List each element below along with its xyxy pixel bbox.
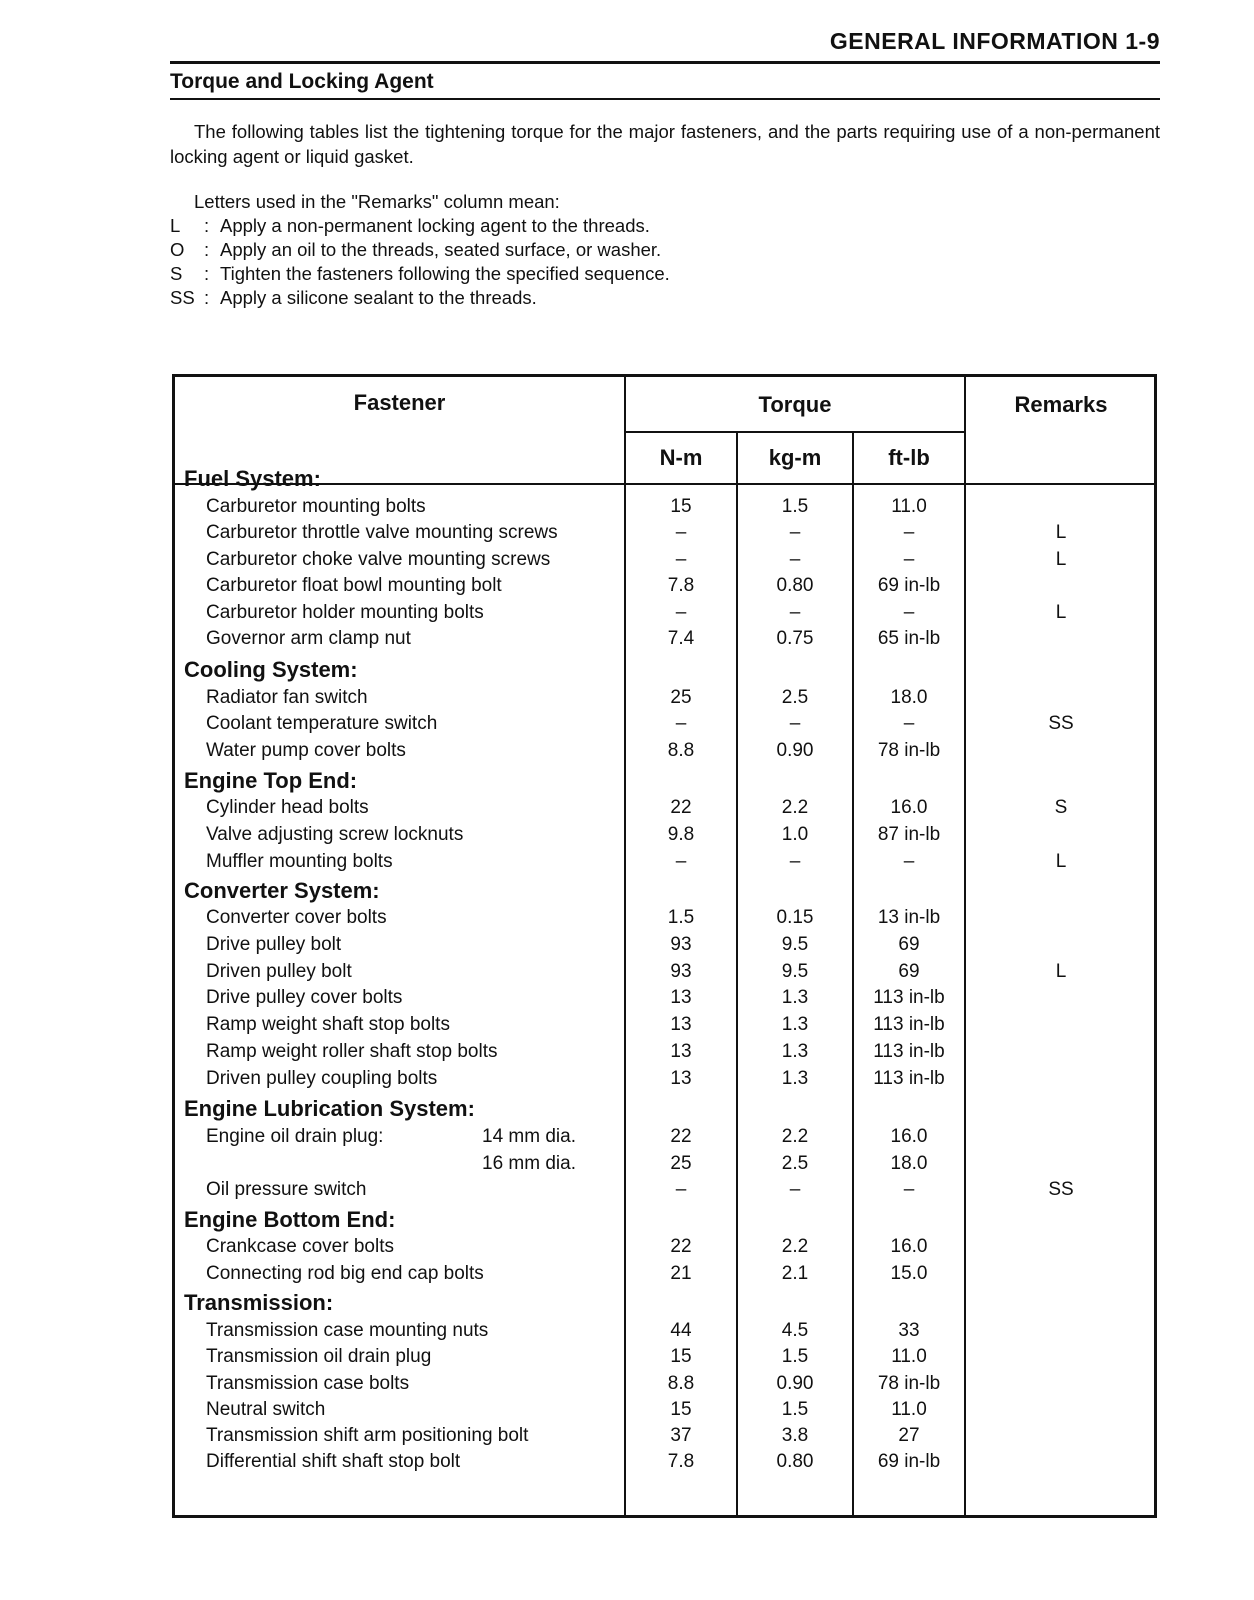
- fastener-name: Cylinder head bolts: [206, 797, 369, 818]
- header-torque: Torque: [758, 392, 832, 417]
- section-label: Engine Top End:: [184, 768, 358, 793]
- torque-ftlb: 113 in-lb: [873, 1041, 945, 1062]
- header-rule: [170, 61, 1160, 64]
- section-title: Torque and Locking Agent: [170, 70, 434, 93]
- legend-item: [170, 238, 661, 262]
- legend-colon: :: [204, 239, 210, 260]
- torque-kgm: 0.75: [776, 628, 814, 649]
- fastener-name: Transmission oil drain plug: [206, 1346, 432, 1367]
- legend-colon: :: [204, 215, 210, 236]
- section-row: [175, 767, 1154, 795]
- table-row: [175, 685, 1154, 711]
- fastener-name: Carburetor throttle valve mounting screws: [206, 522, 558, 543]
- torque-kgm: 0.90: [776, 1373, 814, 1394]
- torque-kgm: 0.80: [776, 1451, 814, 1472]
- fastener-name: Carburetor choke valve mounting screws: [206, 549, 551, 570]
- header-fastener: Fastener: [353, 390, 446, 415]
- remarks-code: L: [1055, 522, 1067, 543]
- torque-nm: 8.8: [667, 740, 695, 761]
- torque-kgm: –: [789, 549, 801, 570]
- legend-text: Tighten the fasteners following the specified sequence.: [220, 263, 670, 284]
- torque-ftlb: 69: [898, 961, 920, 982]
- torque-kgm: 0.15: [776, 907, 814, 928]
- header-nm: N-m: [659, 445, 703, 470]
- table-row: [175, 849, 1154, 875]
- torque-kgm: 2.5: [781, 687, 809, 708]
- torque-nm: 8.8: [667, 1373, 695, 1394]
- torque-nm: –: [675, 851, 687, 872]
- page-header: GENERAL INFORMATION 1-9: [829, 28, 1160, 54]
- torque-ftlb: 16.0: [890, 1126, 928, 1147]
- torque-nm: 15: [670, 1399, 692, 1420]
- torque-nm: 9.8: [667, 824, 695, 845]
- remarks-code: S: [1054, 797, 1068, 818]
- remarks-code: L: [1055, 851, 1067, 872]
- torque-nm: 13: [670, 1041, 692, 1062]
- fastener-name: Connecting rod big end cap bolts: [206, 1263, 484, 1284]
- table-row: [175, 520, 1154, 546]
- torque-nm: 25: [670, 1153, 692, 1174]
- fastener-name: Ramp weight shaft stop bolts: [206, 1014, 450, 1035]
- torque-kgm: –: [789, 1179, 801, 1200]
- torque-kgm: 1.5: [781, 1399, 809, 1420]
- legend-item: [170, 286, 537, 310]
- fastener-name: Carburetor float bowl mounting bolt: [206, 575, 502, 596]
- remarks-code: L: [1055, 961, 1067, 982]
- torque-kgm: 2.2: [781, 1236, 809, 1257]
- torque-ftlb: 11.0: [891, 1399, 927, 1420]
- torque-ftlb: 11.0: [891, 496, 927, 517]
- legend-text: Apply a silicone sealant to the threads.: [220, 287, 537, 308]
- torque-kgm: 1.0: [781, 824, 809, 845]
- fastener-name: Ramp weight roller shaft stop bolts: [206, 1041, 498, 1062]
- torque-nm: –: [675, 522, 687, 543]
- section-label: Fuel System:: [184, 466, 321, 491]
- torque-ftlb: 18.0: [890, 1153, 928, 1174]
- torque-kgm: 1.5: [781, 1346, 809, 1367]
- torque-ftlb: 69 in-lb: [877, 575, 941, 596]
- torque-ftlb: 69: [898, 934, 920, 955]
- table-row: [175, 1234, 1154, 1260]
- torque-nm: –: [675, 713, 687, 734]
- table-row: [175, 822, 1154, 848]
- section-label: Cooling System:: [184, 657, 358, 682]
- torque-ftlb: 15.0: [890, 1263, 928, 1284]
- torque-nm: 22: [670, 1126, 692, 1147]
- legend-colon: :: [204, 287, 210, 308]
- torque-nm: 25: [670, 687, 692, 708]
- section-label: Engine Bottom End:: [184, 1207, 396, 1232]
- table-row: [175, 905, 1154, 931]
- table-row: [175, 1151, 1154, 1177]
- fastener-name: Carburetor mounting bolts: [206, 496, 426, 517]
- torque-nm: 13: [670, 1068, 692, 1089]
- torque-ftlb: –: [903, 713, 915, 734]
- table-row: [175, 626, 1154, 652]
- torque-nm: 1.5: [667, 907, 695, 928]
- header-divider: [624, 431, 966, 433]
- legend-item: [170, 262, 670, 286]
- torque-nm: 22: [670, 797, 692, 818]
- section-label: Transmission:: [184, 1290, 334, 1315]
- table-row: [175, 985, 1154, 1011]
- torque-ftlb: –: [903, 1179, 915, 1200]
- torque-kgm: 1.3: [781, 987, 809, 1008]
- torque-nm: 22: [670, 1236, 692, 1257]
- torque-kgm: 2.2: [781, 797, 809, 818]
- section-row: [175, 877, 1154, 905]
- table-row: [175, 1039, 1154, 1065]
- torque-kgm: 0.90: [776, 740, 814, 761]
- torque-ftlb: 65 in-lb: [877, 628, 941, 649]
- legend-text: Apply a non-permanent locking agent to the threads.: [220, 215, 650, 236]
- fastener-name: Oil pressure switch: [206, 1179, 367, 1200]
- torque-ftlb: 113 in-lb: [873, 1014, 945, 1035]
- torque-ftlb: 69 in-lb: [877, 1451, 941, 1472]
- torque-kgm: –: [789, 851, 801, 872]
- torque-kgm: –: [789, 602, 801, 623]
- torque-nm: 93: [670, 934, 692, 955]
- fastener-name: Crankcase cover bolts: [206, 1236, 394, 1257]
- table-row: [175, 711, 1154, 737]
- header-kgm: kg-m: [768, 445, 822, 470]
- fastener-name: Valve adjusting screw locknuts: [206, 824, 464, 845]
- torque-nm: –: [675, 602, 687, 623]
- table-row: [175, 1449, 1154, 1475]
- fastener-name: Transmission shift arm positioning bolt: [206, 1425, 529, 1446]
- torque-ftlb: 18.0: [890, 687, 928, 708]
- torque-ftlb: –: [903, 549, 915, 570]
- table-row: [175, 547, 1154, 573]
- torque-kgm: 2.2: [781, 1126, 809, 1147]
- torque-nm: –: [675, 549, 687, 570]
- torque-kgm: –: [789, 713, 801, 734]
- legend-intro: Letters used in the "Remarks" column mean:: [194, 191, 560, 212]
- remarks-code: L: [1055, 602, 1067, 623]
- fastener-name: Muffler mounting bolts: [206, 851, 393, 872]
- table-row: [175, 1318, 1154, 1344]
- torque-nm: 37: [670, 1425, 692, 1446]
- legend-code: S: [170, 263, 183, 284]
- torque-nm: 21: [670, 1263, 692, 1284]
- torque-kgm: 4.5: [781, 1320, 809, 1341]
- legend-text: Apply an oil to the threads, seated surface, or washer.: [220, 239, 662, 260]
- torque-ftlb: 16.0: [890, 797, 928, 818]
- fastener-size: 14 mm dia.: [482, 1126, 576, 1147]
- table-row: [175, 1371, 1154, 1397]
- section-row: [175, 1206, 1154, 1234]
- torque-kgm: 1.3: [781, 1014, 809, 1035]
- remarks-code: L: [1055, 549, 1067, 570]
- torque-nm: 44: [670, 1320, 692, 1341]
- fastener-name: Coolant temperature switch: [206, 713, 438, 734]
- torque-nm: 15: [670, 496, 692, 517]
- torque-ftlb: 11.0: [891, 1346, 927, 1367]
- legend-colon: :: [204, 263, 210, 284]
- legend-code: O: [170, 239, 185, 260]
- torque-kgm: 9.5: [781, 934, 809, 955]
- fastener-name: Transmission case bolts: [206, 1373, 410, 1394]
- torque-ftlb: 16.0: [890, 1236, 928, 1257]
- torque-kgm: 1.3: [781, 1068, 809, 1089]
- torque-ftlb: 78 in-lb: [877, 740, 941, 761]
- table-row: [175, 1066, 1154, 1092]
- header-remarks: Remarks: [1014, 392, 1108, 417]
- torque-nm: –: [675, 1179, 687, 1200]
- torque-nm: 7.8: [667, 575, 695, 596]
- torque-ftlb: 33: [898, 1320, 920, 1341]
- fastener-name: Transmission case mounting nuts: [206, 1320, 489, 1341]
- torque-ftlb: 78 in-lb: [877, 1373, 941, 1394]
- torque-nm: 7.4: [667, 628, 695, 649]
- table-row: [175, 932, 1154, 958]
- table-row: [175, 1012, 1154, 1038]
- fastener-name: Drive pulley cover bolts: [206, 987, 403, 1008]
- torque-ftlb: 113 in-lb: [873, 1068, 945, 1089]
- fastener-name: Water pump cover bolts: [206, 740, 406, 761]
- table-row: [175, 600, 1154, 626]
- section-label: Engine Lubrication System:: [184, 1096, 475, 1121]
- remarks-code: SS: [1048, 1179, 1074, 1200]
- fastener-name: Radiator fan switch: [206, 687, 368, 708]
- fastener-name: Neutral switch: [206, 1399, 326, 1420]
- table-row: [175, 573, 1154, 599]
- torque-kgm: 1.3: [781, 1041, 809, 1062]
- table-row: [175, 1423, 1154, 1449]
- torque-nm: 13: [670, 1014, 692, 1035]
- torque-ftlb: 27: [898, 1425, 920, 1446]
- torque-ftlb: –: [903, 602, 915, 623]
- legend-item: [170, 214, 650, 238]
- intro-paragraph: The following tables list the tightening torque for the major fasteners, and the parts requiring use of a non-permanent locking agent or liquid gasket.: [170, 121, 1160, 167]
- torque-kgm: 2.5: [781, 1153, 809, 1174]
- fastener-name: Governor arm clamp nut: [206, 628, 411, 649]
- fastener-name: Carburetor holder mounting bolts: [206, 602, 484, 623]
- header-ftlb: ft-lb: [888, 445, 930, 470]
- table-row: [175, 959, 1154, 985]
- fastener-name: Converter cover bolts: [206, 907, 387, 928]
- remarks-code: SS: [1048, 713, 1074, 734]
- torque-kgm: 9.5: [781, 961, 809, 982]
- torque-nm: 15: [670, 1346, 692, 1367]
- torque-kgm: 3.8: [781, 1425, 809, 1446]
- fastener-name: Engine oil drain plug:: [206, 1126, 384, 1147]
- table-row: [175, 1124, 1154, 1150]
- torque-ftlb: –: [903, 522, 915, 543]
- torque-ftlb: 87 in-lb: [877, 824, 941, 845]
- fastener-size: 16 mm dia.: [482, 1153, 576, 1174]
- table-row: [175, 1344, 1154, 1370]
- torque-nm: 13: [670, 987, 692, 1008]
- fastener-name: Drive pulley bolt: [206, 934, 342, 955]
- table-row: [175, 738, 1154, 764]
- section-row: [175, 465, 1154, 493]
- table-row: [175, 795, 1154, 821]
- torque-table: [172, 374, 1157, 1518]
- table-row: [175, 494, 1154, 520]
- torque-kgm: –: [789, 522, 801, 543]
- torque-kgm: 1.5: [781, 496, 809, 517]
- section-row: [175, 656, 1154, 684]
- torque-nm: 7.8: [667, 1451, 695, 1472]
- fastener-name: Driven pulley coupling bolts: [206, 1068, 438, 1089]
- table-row: [175, 1177, 1154, 1203]
- torque-kgm: 2.1: [781, 1263, 809, 1284]
- section-rule: [170, 98, 1160, 100]
- torque-ftlb: 113 in-lb: [873, 987, 945, 1008]
- fastener-name: Driven pulley bolt: [206, 961, 352, 982]
- section-label: Converter System:: [184, 878, 380, 903]
- torque-kgm: 0.80: [776, 575, 814, 596]
- legend-code: L: [170, 215, 181, 236]
- section-row: [175, 1095, 1154, 1123]
- legend-code: SS: [170, 287, 195, 308]
- torque-ftlb: 13 in-lb: [877, 907, 941, 928]
- table-row: [175, 1397, 1154, 1423]
- fastener-name: Differential shift shaft stop bolt: [206, 1451, 461, 1472]
- table-row: [175, 1261, 1154, 1287]
- torque-ftlb: –: [903, 851, 915, 872]
- section-row: [175, 1289, 1154, 1317]
- torque-nm: 93: [670, 961, 692, 982]
